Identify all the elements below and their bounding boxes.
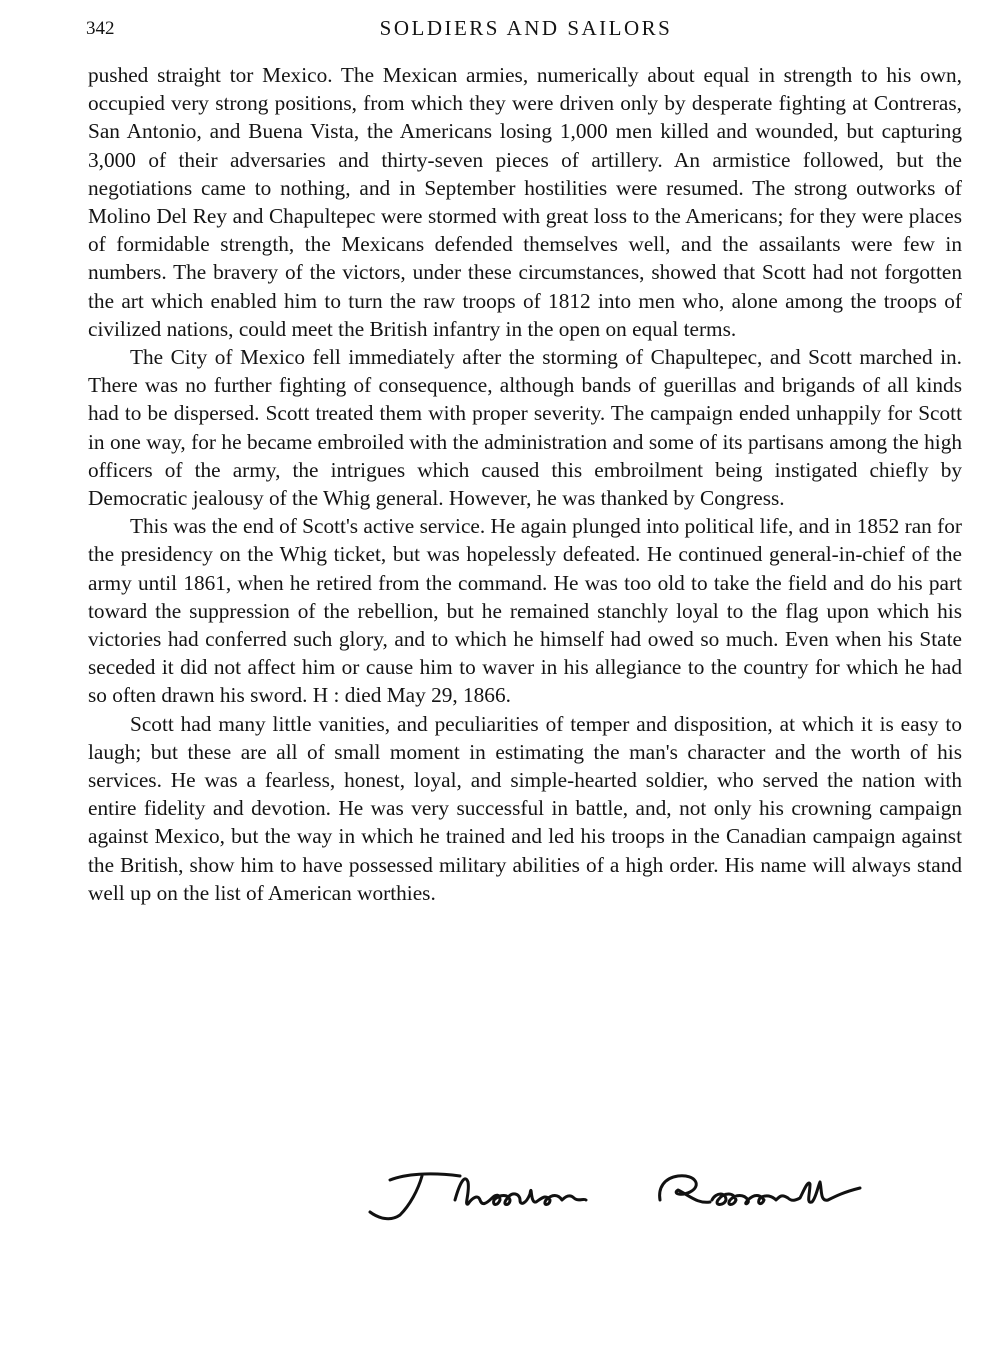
paragraph-2: The City of Mexico fell immediately after the storming of Chapultepec, and Scott marched in. There was no further fighting of consequence, although bands of guerillas and brigands of all kinds had to be dispersed. Scott treated them with proper severity. The campaign ended unhappily for Scott in one way, for he became embroiled with the administration and some of its partisans among the high officers of the army, the intrigues which caused this embroilment being instigated chiefly by Democratic jealousy of the Whig general. However, he was thanked by Congress. (88, 345, 962, 511)
author-signature (360, 1160, 920, 1230)
paragraph-1: pushed straight tor Mexico. The Mexican armies, numerically about equal in strength to his own, occupied very strong positions, from which they were driven only by desperate fighting at Contreras, San Antonio, and Buena Vista, the Americans losing 1,000 men killed and wounded, but capturing 3,000 of their adversaries and thirty-seven pieces of artillery. An armistice followed, but the negotiations came to nothing, and in September hostilities were resumed. The strong outworks of Molino Del Rey and Chapultepec were stormed with great loss to the Americans; for they were places of formidable strength, the Mexicans defended themselves well, and the assailants were few in numbers. The bravery of the victors, under these circumstances, showed that Scott had not forgotten the art which enabled him to turn the raw troops of 1812 into men who, alone among the troops of civilized nations, could meet the British infantry in the open on equal terms. (88, 63, 962, 341)
page-header (86, 14, 966, 44)
article-body (88, 61, 962, 907)
running-head: SOLDIERS AND SAILORS (379, 16, 673, 40)
signature-graphic (360, 1160, 920, 1230)
paragraph-4: Scott had many little vanities, and peculiarities of temper and disposition, at which it is easy to laugh; but these are all of small moment in estimating the man's character and the worth of his services. He was a fearless, honest, loyal, and simple-hearted soldier, who served the nation with entire fidelity and devotion. He was very successful in battle, and, not only his crowning campaign against Mexico, but the way in which he trained and led his troops in the Canadian campaign against the British, show him to have possessed military abilities of a high order. His name will always stand well up on the list of American worthies. (88, 711, 962, 905)
page-number: 342 (86, 18, 115, 39)
paragraph-3: This was the end of Scott's active service. He again plunged into political life, and in 1852 ran for the presidency on the Whig ticket, but was hopelessly defeated. He continued general-in-chief of the army until 1861, when he retired from the command. He was too old to take the field and do his part toward the suppression of the rebellion, but he remained stanchly loyal to the flag upon which his victories had conferred such glory, and to which he himself had owed so much. Even when his State seceded it did not affect him or cause him to waver in his allegiance to the country for which he had so often drawn his sword. H : died May 29, 1866. (88, 514, 962, 708)
